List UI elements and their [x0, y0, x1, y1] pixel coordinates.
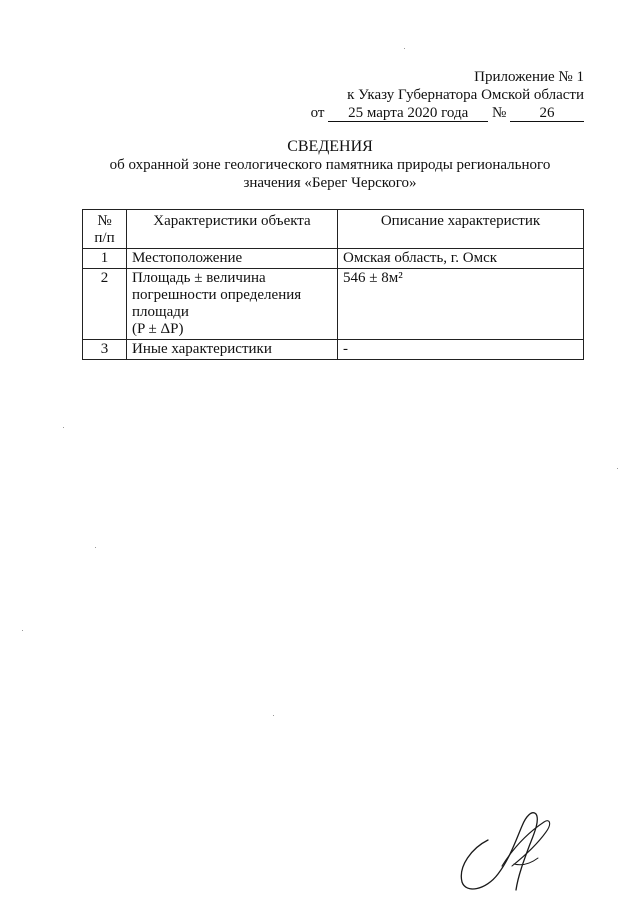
table-header-row — [83, 210, 584, 249]
row-description: - — [338, 340, 584, 360]
row-characteristic: Иные характеристики — [127, 340, 338, 360]
decree-number: 26 — [510, 106, 584, 122]
row-number: 1 — [83, 249, 127, 269]
scan-speck — [22, 630, 23, 631]
document-title: СВЕДЕНИЯ — [287, 138, 373, 155]
characteristic-line: площади — [132, 304, 189, 320]
row-description: 546 ± 8м² — [338, 269, 584, 340]
header-number — [83, 210, 127, 249]
table-row — [83, 340, 584, 360]
characteristic-line: (P ± ΔP) — [132, 321, 184, 337]
header-number-sign: № — [97, 213, 112, 229]
scan-speck — [404, 48, 405, 49]
signature — [452, 800, 562, 896]
number-label: № — [491, 105, 507, 121]
row-number: 2 — [83, 269, 127, 340]
document-subtitle-line-2: значения «Берег Черского» — [243, 175, 417, 191]
appendix-title: Приложение № 1 — [474, 69, 584, 85]
scan-speck — [63, 427, 64, 428]
characteristics-table — [82, 209, 584, 360]
scan-speck — [617, 468, 618, 469]
header-description: Описание характеристик — [338, 210, 584, 249]
decree-date: 25 марта 2020 года — [328, 106, 488, 122]
appendix-block — [311, 68, 584, 122]
characteristic-line: погрешности определения — [132, 287, 302, 303]
appendix-decree: к Указу Губернатора Омской области — [347, 87, 584, 103]
table-row — [83, 269, 584, 340]
row-number: 3 — [83, 340, 127, 360]
table-row — [83, 249, 584, 269]
document-subtitle-line-1: об охранной зоне геологического памятника природы регионального — [109, 157, 551, 173]
row-characteristic — [127, 269, 338, 340]
characteristic-line: Площадь ± величина — [132, 270, 266, 286]
row-description: Омская область, г. Омск — [338, 249, 584, 269]
appendix-date-line — [311, 104, 584, 122]
scan-speck — [95, 547, 96, 548]
header-number-abbr: п/п — [94, 230, 115, 246]
from-label: от — [310, 105, 325, 121]
scan-speck — [273, 715, 274, 716]
document-heading — [80, 138, 580, 192]
row-characteristic: Местоположение — [127, 249, 338, 269]
header-characteristic: Характеристики объекта — [127, 210, 338, 249]
